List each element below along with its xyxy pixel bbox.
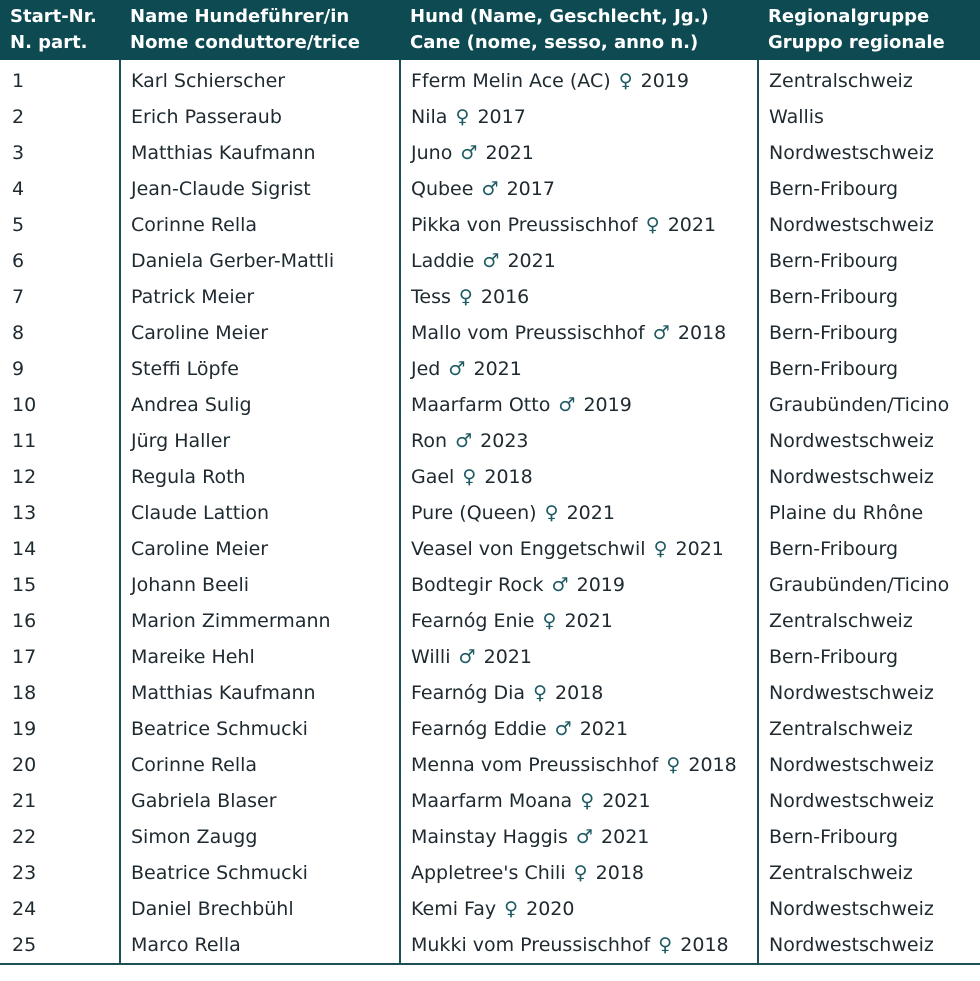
dog-cell — [400, 243, 758, 279]
handler-cell: Daniel Brechbühl — [120, 891, 400, 927]
region-cell: Nordwestschweiz — [758, 207, 980, 243]
dog-name: Willi — [411, 646, 451, 668]
start-number-cell: 16 — [12, 610, 37, 632]
table-row — [0, 99, 980, 135]
birth-year: 2021 — [483, 646, 532, 668]
region-cell: Bern-Fribourg — [758, 351, 980, 387]
table-row — [0, 819, 980, 855]
dog-name: Nila — [411, 106, 448, 128]
table-row — [0, 675, 980, 711]
dog-cell — [400, 927, 758, 964]
dog-name: Fearnóg Enie — [411, 610, 535, 632]
table-row — [0, 243, 980, 279]
birth-year: 2021 — [579, 718, 629, 740]
dog-name: Qubee — [411, 178, 474, 200]
header-label-it: Cane (nome, sesso, anno n.) — [410, 32, 699, 53]
birth-year: 2021 — [675, 538, 724, 560]
start-number-cell: 10 — [12, 394, 37, 416]
region-cell: Bern-Fribourg — [758, 243, 980, 279]
male-sign-icon: ♂ — [575, 826, 593, 848]
region-cell: Nordwestschweiz — [758, 459, 980, 495]
table-row — [0, 171, 980, 207]
dog-name: Appletree's Chili — [411, 862, 566, 884]
region-cell: Zentralschweiz — [758, 855, 980, 891]
region-cell: Nordwestschweiz — [758, 927, 980, 964]
birth-year: 2020 — [526, 898, 575, 920]
region-cell: Nordwestschweiz — [758, 783, 980, 819]
header-label-it: Gruppo regionale — [768, 32, 945, 53]
header-label-it: N. part. — [10, 32, 88, 53]
male-sign-icon: ♂ — [551, 574, 569, 596]
dog-cell — [400, 351, 758, 387]
handler-cell: Erich Passeraub — [120, 99, 400, 135]
table-row — [0, 351, 980, 387]
start-number-cell: 15 — [12, 574, 37, 596]
region-cell: Plaine du Rhône — [758, 495, 980, 531]
table-row — [0, 891, 980, 927]
header-handler — [120, 0, 400, 60]
dog-cell — [400, 603, 758, 639]
birth-year: 2019 — [640, 70, 690, 92]
region-cell: Bern-Fribourg — [758, 639, 980, 675]
handler-cell: Andrea Sulig — [120, 387, 400, 423]
male-sign-icon: ♂ — [481, 178, 499, 200]
female-sign-icon: ♀ — [658, 934, 673, 956]
header-label-de: Start-Nr. — [10, 6, 97, 27]
handler-cell: Mareike Hehl — [120, 639, 400, 675]
start-number-cell: 1 — [12, 70, 25, 92]
header-row — [0, 0, 980, 60]
table-row — [0, 207, 980, 243]
start-number-cell: 18 — [12, 682, 37, 704]
dog-name: Mainstay Haggis — [411, 826, 568, 848]
dog-cell — [400, 423, 758, 459]
dog-cell — [400, 495, 758, 531]
birth-year: 2018 — [484, 466, 533, 488]
handler-cell: Marco Rella — [120, 927, 400, 964]
male-sign-icon: ♂ — [558, 394, 576, 416]
handler-cell: Jean-Claude Sigrist — [120, 171, 400, 207]
dog-cell — [400, 639, 758, 675]
female-sign-icon: ♀ — [580, 790, 595, 812]
dog-cell — [400, 171, 758, 207]
start-number-cell: 13 — [12, 502, 37, 524]
birth-year: 2021 — [473, 358, 522, 380]
header-dog — [400, 0, 758, 60]
dog-name: Mukki vom Preussischhof — [411, 934, 651, 956]
dog-cell — [400, 819, 758, 855]
table-body — [0, 60, 980, 964]
female-sign-icon: ♀ — [645, 214, 660, 236]
handler-cell: Jürg Haller — [120, 423, 400, 459]
birth-year: 2023 — [480, 430, 529, 452]
region-cell: Zentralschweiz — [758, 603, 980, 639]
table-row — [0, 747, 980, 783]
dog-name: Jed — [411, 358, 441, 380]
handler-cell: Matthias Kaufmann — [120, 675, 400, 711]
start-number-cell: 6 — [12, 250, 25, 272]
dog-name: Menna vom Preussischhof — [411, 754, 659, 776]
header-start-number — [0, 0, 120, 60]
handler-cell: Matthias Kaufmann — [120, 135, 400, 171]
table-row — [0, 60, 980, 99]
birth-year: 2017 — [506, 178, 555, 200]
dog-name: Maarfarm Moana — [411, 790, 573, 812]
dog-cell — [400, 567, 758, 603]
dog-name: Tess — [411, 286, 451, 308]
dog-cell — [400, 279, 758, 315]
dog-name: Gael — [411, 466, 455, 488]
female-sign-icon: ♀ — [542, 610, 557, 632]
female-sign-icon: ♀ — [573, 862, 588, 884]
male-sign-icon: ♂ — [554, 718, 572, 740]
handler-cell: Regula Roth — [120, 459, 400, 495]
dog-name: Fearnóg Dia — [411, 682, 526, 704]
table-row — [0, 639, 980, 675]
handler-cell: Caroline Meier — [120, 531, 400, 567]
start-number-cell: 24 — [12, 898, 37, 920]
birth-year: 2021 — [602, 790, 651, 812]
birth-year: 2018 — [595, 862, 644, 884]
birth-year: 2018 — [677, 322, 727, 344]
birth-year: 2019 — [583, 394, 632, 416]
region-cell: Zentralschweiz — [758, 60, 980, 99]
start-number-cell: 3 — [12, 142, 25, 164]
start-number-cell: 7 — [12, 286, 25, 308]
table-row — [0, 783, 980, 819]
region-cell: Bern-Fribourg — [758, 279, 980, 315]
female-sign-icon: ♀ — [504, 898, 519, 920]
birth-year: 2017 — [477, 106, 526, 128]
start-number-cell: 21 — [12, 790, 37, 812]
region-cell: Nordwestschweiz — [758, 135, 980, 171]
dog-cell — [400, 459, 758, 495]
start-number-cell: 17 — [12, 646, 37, 668]
birth-year: 2018 — [555, 682, 604, 704]
start-number-cell: 25 — [0, 927, 120, 964]
start-number-cell: 8 — [12, 322, 25, 344]
dog-cell — [400, 891, 758, 927]
female-sign-icon: ♀ — [455, 106, 470, 128]
birth-year: 2021 — [667, 214, 717, 236]
birth-year: 2021 — [564, 610, 613, 632]
table-row — [0, 459, 980, 495]
dog-name: Veasel von Enggetschwil — [411, 538, 646, 560]
region-cell: Bern-Fribourg — [758, 171, 980, 207]
table-row — [0, 567, 980, 603]
region-cell: Bern-Fribourg — [758, 531, 980, 567]
dog-cell — [400, 783, 758, 819]
start-number-cell: 9 — [12, 358, 25, 380]
dog-name: Bodtegir Rock — [411, 574, 544, 596]
male-sign-icon: ♂ — [448, 358, 466, 380]
header-region — [758, 0, 980, 60]
male-sign-icon: ♂ — [460, 142, 478, 164]
male-sign-icon: ♂ — [652, 322, 670, 344]
dog-name: Kemi Fay — [411, 898, 497, 920]
table-row — [0, 315, 980, 351]
birth-year: 2018 — [688, 754, 737, 776]
table-row — [0, 711, 980, 747]
dog-cell — [400, 747, 758, 783]
handler-cell: Karl Schierscher — [120, 60, 400, 99]
female-sign-icon: ♀ — [618, 70, 633, 92]
dog-cell — [400, 207, 758, 243]
region-cell: Bern-Fribourg — [758, 315, 980, 351]
start-number-cell: 4 — [12, 178, 25, 200]
handler-cell: Patrick Meier — [120, 279, 400, 315]
region-cell: Nordwestschweiz — [758, 423, 980, 459]
handler-cell: Simon Zaugg — [120, 819, 400, 855]
dog-name: Pikka von Preussischhof — [411, 214, 638, 236]
female-sign-icon: ♀ — [458, 286, 473, 308]
dog-cell — [400, 135, 758, 171]
handler-cell: Johann Beeli — [120, 567, 400, 603]
dog-name: Juno — [411, 142, 453, 164]
start-number-cell: 2 — [12, 106, 25, 128]
table-header — [0, 0, 980, 60]
handler-cell: Gabriela Blaser — [120, 783, 400, 819]
region-cell: Graubünden/Ticino — [758, 387, 980, 423]
dog-cell — [400, 711, 758, 747]
region-cell: Nordwestschweiz — [758, 891, 980, 927]
header-label-de: Name Hundeführer/in — [130, 6, 350, 27]
start-number-cell: 23 — [12, 862, 37, 884]
dog-name: Fearnóg Eddie — [411, 718, 547, 740]
dog-cell — [400, 675, 758, 711]
handler-cell: Marion Zimmermann — [120, 603, 400, 639]
region-cell: Nordwestschweiz — [758, 747, 980, 783]
birth-year: 2021 — [566, 502, 615, 524]
birth-year: 2019 — [576, 574, 625, 596]
start-number-cell: 20 — [12, 754, 37, 776]
dog-cell — [400, 315, 758, 351]
header-label-de: Regionalgruppe — [768, 6, 930, 27]
male-sign-icon: ♂ — [458, 646, 476, 668]
birth-year: 2018 — [680, 934, 729, 956]
handler-cell: Beatrice Schmucki — [120, 711, 400, 747]
table-row — [0, 603, 980, 639]
handler-cell: Claude Lattion — [120, 495, 400, 531]
start-number-cell: 14 — [12, 538, 37, 560]
male-sign-icon: ♂ — [482, 250, 500, 272]
table-row — [0, 135, 980, 171]
handler-cell: Daniela Gerber-Mattli — [120, 243, 400, 279]
header-label-it: Nome conduttore/trice — [130, 32, 360, 53]
start-number-cell: 12 — [12, 466, 37, 488]
dog-cell — [400, 99, 758, 135]
table-row — [0, 279, 980, 315]
birth-year: 2021 — [507, 250, 556, 272]
start-number-cell: 19 — [12, 718, 37, 740]
header-label-de: Hund (Name, Geschlecht, Jg.) — [410, 6, 709, 27]
female-sign-icon: ♀ — [653, 538, 668, 560]
dog-name: Mallo vom Preussischhof — [411, 322, 645, 344]
region-cell: Nordwestschweiz — [758, 675, 980, 711]
handler-cell: Corinne Rella — [120, 207, 400, 243]
start-number-cell: 22 — [12, 826, 37, 848]
dog-name: Maarfarm Otto — [411, 394, 551, 416]
handler-cell: Beatrice Schmucki — [120, 855, 400, 891]
start-number-cell: 5 — [12, 214, 25, 236]
dog-name: Pure (Queen) — [411, 502, 537, 524]
dog-cell — [400, 531, 758, 567]
table-row — [0, 927, 980, 964]
handler-cell: Corinne Rella — [120, 747, 400, 783]
birth-year: 2016 — [480, 286, 530, 308]
table-row — [0, 495, 980, 531]
table-row — [0, 423, 980, 459]
region-cell: Bern-Fribourg — [758, 819, 980, 855]
dog-cell — [400, 387, 758, 423]
birth-year: 2021 — [601, 826, 650, 848]
start-number-cell: 11 — [12, 430, 37, 452]
birth-year: 2021 — [485, 142, 534, 164]
table-row — [0, 531, 980, 567]
handler-cell: Steffi Löpfe — [120, 351, 400, 387]
female-sign-icon: ♀ — [462, 466, 477, 488]
dog-cell — [400, 855, 758, 891]
female-sign-icon: ♀ — [666, 754, 681, 776]
region-cell: Graubünden/Ticino — [758, 567, 980, 603]
dog-name: Ron — [411, 430, 448, 452]
table-row — [0, 387, 980, 423]
dog-cell — [400, 60, 758, 99]
region-cell: Zentralschweiz — [758, 711, 980, 747]
dog-name: Laddie — [411, 250, 475, 272]
handler-cell: Caroline Meier — [120, 315, 400, 351]
female-sign-icon: ♀ — [544, 502, 559, 524]
region-cell: Wallis — [758, 99, 980, 135]
female-sign-icon: ♀ — [533, 682, 547, 704]
male-sign-icon: ♂ — [455, 430, 473, 452]
table-row — [0, 855, 980, 891]
dog-name: Fferm Melin Ace (AC) — [411, 70, 611, 92]
